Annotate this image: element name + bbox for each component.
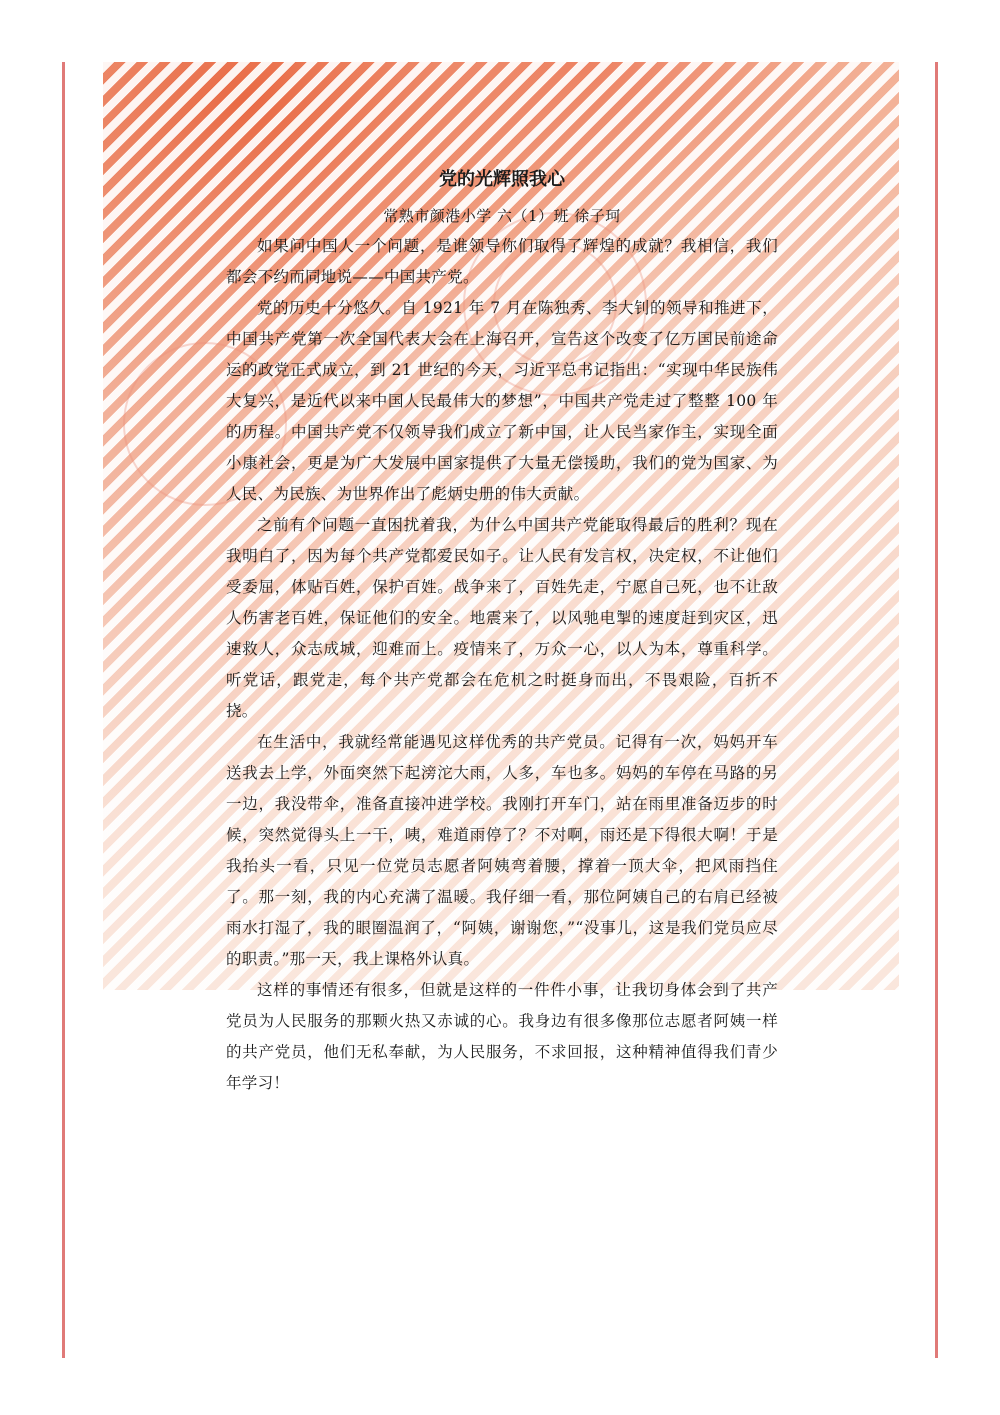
left-border-line <box>62 62 65 1358</box>
paragraph: 如果问中国人一个问题，是谁领导你们取得了辉煌的成就？我相信，我们都会不约而同地说——中国共产党。 <box>226 237 778 286</box>
article-title: 党的光辉照我心 <box>439 169 565 190</box>
right-border-line <box>935 62 938 1358</box>
author-line: 常熟市颜港小学 六（1）班 徐子珂 <box>383 207 621 225</box>
paragraph: 在生活中，我就经常能遇见这样优秀的共产党员。记得有一次，妈妈开车送我去上学，外面突然下起滂沱大雨，人多，车也多。妈妈的车停在马路的另一边，我没带伞，准备直接冲进学校。我刚打开车门，站在雨里准备迈步的时候，突然觉得头上一干，咦，难道雨停了？不对啊，雨还是下得很大啊！于是我抬头一看，只见一位党员志愿者阿姨弯着腰，撑着一顶大伞，把风雨挡住了。那一刻，我的内心充满了温暖。我仔细一看，那位阿姨自己的右肩已经被雨水打湿了，我的眼圈温润了，“阿姨，谢谢您，”“没事儿，这是我们党员应尽的职责。”那一天，我上课格外认真。 <box>226 733 778 968</box>
article <box>226 165 778 1099</box>
paragraph: 这样的事情还有很多，但就是这样的一件件小事，让我切身体会到了共产党员为人民服务的那颗火热又赤诚的心。我身边有很多像那位志愿者阿姨一样的共产党员，他们无私奉献，为人民服务，不求回报，这种精神值得我们青少年学习！ <box>226 981 778 1092</box>
paragraph: 党的历史十分悠久。自 1921 年 7 月在陈独秀、李大钊的领导和推进下，中国共产党第一次全国代表大会在上海召开，宣告这个改变了亿万国民前途命运的政党正式成立，到 21 世纪的今天，习近平总书记指出：“实现中华民族伟大复兴，是近代以来中国人民最伟大的梦想”，中国共产党走过了整整 100 年的历程。中国共产党不仅领导我们成立了新中国，让人民当家作主，实现全面小康社会，更是为广大发展中国家提供了大量无偿援助，我们的党为国家、为人民、为民族、为世界作出了彪炳史册的伟大贡献。 <box>226 299 778 503</box>
paragraph: 之前有个问题一直困扰着我，为什么中国共产党能取得最后的胜利？现在我明白了，因为每个共产党都爱民如子。让人民有发言权，决定权，不让他们受委屈，体贴百姓，保护百姓。战争来了，百姓先走，宁愿自己死，也不让敌人伤害老百姓，保证他们的安全。地震来了，以风驰电掣的速度赶到灾区，迅速救人，众志成城，迎难而上。疫情来了，万众一心，以人为本，尊重科学。听党话，跟党走，每个共产党都会在危机之时挺身而出，不畏艰险，百折不挠。 <box>226 516 778 720</box>
